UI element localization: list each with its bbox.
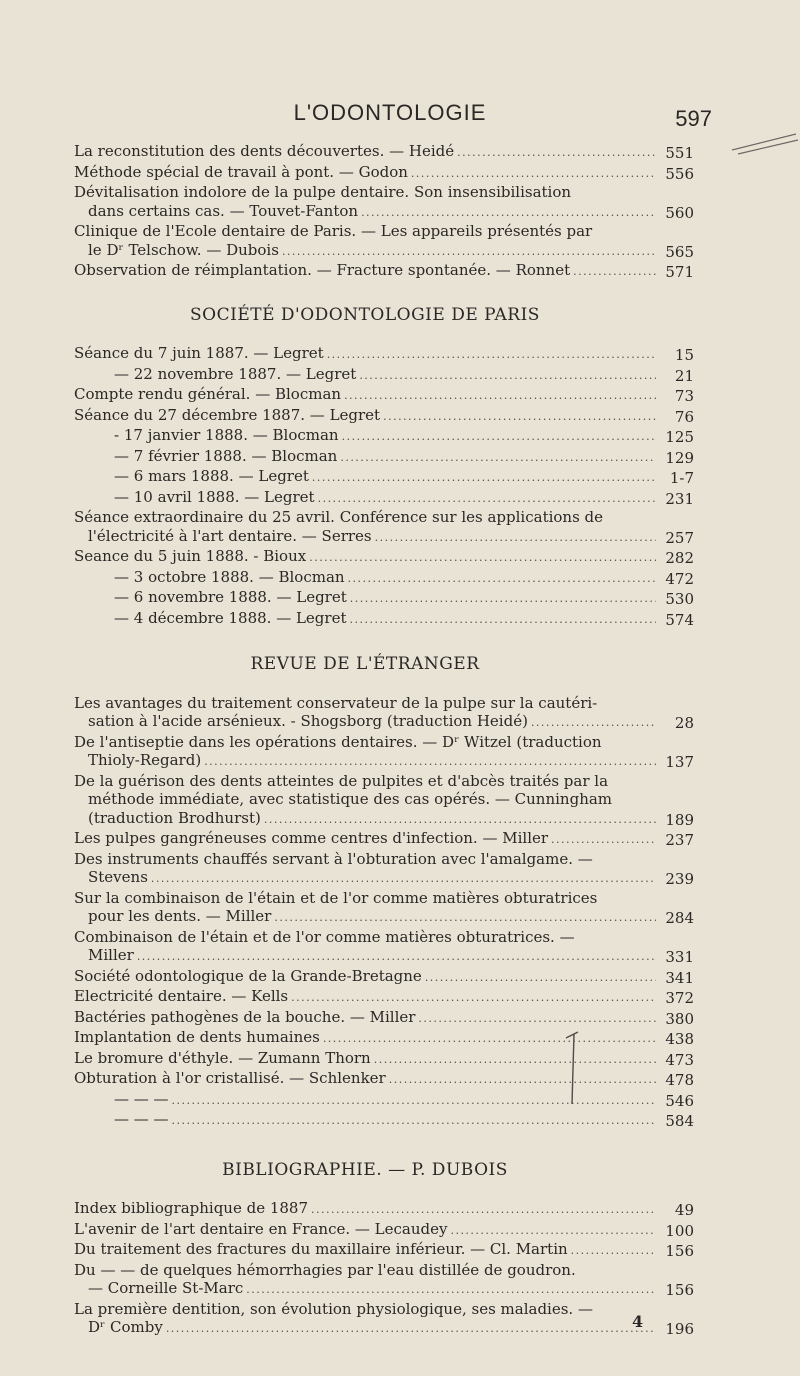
toc-entry-text: Thioly-Regard) bbox=[88, 751, 202, 769]
toc-entry-line bbox=[74, 467, 694, 488]
dot-leader bbox=[551, 829, 656, 850]
toc-entry bbox=[74, 385, 694, 406]
toc-entry-text: (traduction Brodhurst) bbox=[88, 808, 261, 827]
toc-entry-text: — Corneille St-Marc bbox=[88, 1279, 244, 1297]
dot-leader bbox=[350, 588, 656, 609]
biblio-entries-list bbox=[74, 1199, 694, 1339]
toc-entry bbox=[74, 1110, 694, 1131]
toc-page-number: 556 bbox=[665, 164, 694, 183]
dot-leader bbox=[349, 609, 656, 630]
toc-entry-text: Du traitement des fractures du maxillaire inférieur. — Cl. Martin bbox=[74, 1240, 568, 1258]
dot-leader bbox=[573, 261, 656, 282]
toc-entry-text: dans certains cas. — Touvet-Fanton bbox=[88, 201, 359, 220]
toc-entry-line bbox=[74, 1300, 656, 1319]
toc-entry bbox=[74, 888, 694, 928]
dot-leader bbox=[383, 406, 656, 427]
toc-entry-line bbox=[74, 567, 694, 589]
toc-entry bbox=[74, 426, 694, 447]
dot-leader bbox=[389, 1069, 656, 1090]
toc-entry-line bbox=[74, 1199, 694, 1220]
toc-entry bbox=[74, 364, 694, 386]
toc-entry-line bbox=[74, 405, 694, 427]
toc-entry-text: — 7 février 1888. — Blocman bbox=[114, 446, 338, 465]
toc-page-number: 137 bbox=[665, 753, 694, 771]
toc-entry bbox=[74, 1299, 694, 1339]
dot-leader bbox=[374, 1049, 656, 1070]
toc-entry-text: - 17 janvier 1888. — Blocman bbox=[114, 426, 339, 444]
dot-leader bbox=[450, 1220, 656, 1241]
toc-entry-text: Sur la combinaison de l'étain et de l'or comme matières obturatrices bbox=[74, 888, 598, 907]
toc-entry-line bbox=[74, 508, 656, 527]
top-entries-list bbox=[74, 142, 694, 282]
toc-page-number: 380 bbox=[665, 1009, 694, 1028]
toc-page-number: 584 bbox=[665, 1112, 694, 1130]
toc-entry-text: De l'antiseptie dans les opérations dentaires. — Dʳ Witzel (traduction bbox=[74, 732, 602, 751]
toc-entry bbox=[74, 608, 694, 630]
toc-entry-line bbox=[74, 201, 694, 223]
dot-leader bbox=[137, 946, 656, 967]
toc-entry-text: Dévitalisation indolore de la pulpe dentaire. Son insensibilisation bbox=[74, 183, 572, 201]
toc-entry-text: Miller bbox=[88, 946, 134, 964]
toc-page-number: 125 bbox=[665, 428, 694, 446]
toc-entry-line bbox=[74, 364, 694, 386]
section-heading-revue: REVUE DE L'ÉTRANGER bbox=[250, 654, 480, 674]
dot-leader bbox=[204, 751, 656, 772]
toc-entry-line bbox=[74, 1261, 656, 1280]
toc-page-number: 284 bbox=[665, 909, 694, 927]
toc-entry-text: méthode immédiate, avec statistique des cas opérés. — Cunningham bbox=[88, 790, 613, 808]
toc-entry-line bbox=[74, 385, 694, 406]
signature-mark: 4 bbox=[632, 1312, 644, 1331]
dot-leader bbox=[246, 1279, 656, 1300]
toc-page-number: 560 bbox=[665, 203, 694, 222]
toc-page-number: 15 bbox=[674, 346, 694, 364]
toc-entry-line bbox=[74, 966, 694, 988]
toc-entry-line bbox=[74, 142, 694, 163]
toc-entry-text: l'électricité à l'art dentaire. — Serres bbox=[88, 526, 372, 545]
toc-entry-text: Les avantages du traitement conservateur de la pulpe sur la cautéri- bbox=[74, 693, 598, 712]
toc-entry-text: Méthode spécial de travail à pont. — Godon bbox=[74, 162, 408, 181]
toc-page-number: 574 bbox=[665, 610, 694, 629]
dot-leader bbox=[291, 987, 656, 1008]
running-title: L'ODONTOLOGIE bbox=[293, 100, 487, 125]
toc-entry-line bbox=[74, 772, 656, 791]
toc-entry-line bbox=[74, 790, 656, 809]
toc-entry-text: Electricité dentaire. — Kells bbox=[74, 987, 289, 1005]
toc-page-number: 189 bbox=[665, 810, 694, 829]
toc-entry-text: Implantation de dents humaines bbox=[74, 1028, 320, 1046]
toc-entry bbox=[74, 567, 694, 589]
toc-page-number: 530 bbox=[665, 590, 694, 608]
toc-page-number: 565 bbox=[665, 242, 694, 261]
toc-entry bbox=[74, 547, 694, 568]
dot-leader bbox=[318, 488, 656, 509]
toc-entry-line bbox=[74, 946, 694, 967]
toc-page-number: 478 bbox=[665, 1071, 694, 1089]
dot-leader bbox=[166, 1318, 656, 1339]
toc-entry-line bbox=[74, 808, 694, 830]
toc-entry bbox=[74, 927, 694, 967]
toc-entry bbox=[74, 487, 694, 509]
toc-page-number: 551 bbox=[665, 144, 694, 162]
toc-entry bbox=[74, 222, 694, 261]
toc-entry-text: pour les dents. — Miller bbox=[88, 907, 272, 925]
toc-entry bbox=[74, 1007, 694, 1029]
dot-leader bbox=[418, 1008, 656, 1029]
toc-entry-text: — — — bbox=[114, 1110, 169, 1128]
toc-entry-line bbox=[74, 547, 694, 568]
toc-page-number: 100 bbox=[665, 1221, 694, 1240]
dot-leader bbox=[348, 568, 656, 589]
dot-leader bbox=[344, 385, 656, 406]
section-heading-biblio: BIBLIOGRAPHIE. — P. DUBOIS bbox=[222, 1159, 508, 1180]
dot-leader bbox=[425, 967, 656, 988]
toc-page-number: 546 bbox=[665, 1091, 694, 1110]
toc-entry-text: le Dʳ Telschow. — Dubois bbox=[88, 240, 279, 259]
dot-leader bbox=[342, 426, 656, 447]
toc-page-number: 1‑7 bbox=[669, 469, 694, 487]
toc-entry bbox=[74, 261, 694, 282]
toc-entry-text: De la guérison des dents atteintes de pulpites et d'abcès traités par la bbox=[74, 771, 609, 790]
toc-entry bbox=[74, 849, 694, 889]
toc-page-number: 472 bbox=[665, 569, 694, 588]
dot-leader bbox=[323, 1028, 656, 1049]
toc-entry-line bbox=[74, 446, 694, 468]
toc-entry-text: Séance extraordinaire du 25 avril. Conférence sur les applications de bbox=[74, 508, 604, 526]
toc-entry bbox=[74, 446, 694, 468]
toc-entry-text: Séance du 7 juin 1887. — Legret bbox=[74, 344, 324, 362]
dot-leader bbox=[361, 202, 656, 223]
toc-entry-text: — 6 mars 1888. — Legret bbox=[114, 467, 309, 485]
toc-entry-line bbox=[74, 162, 694, 184]
toc-entry-text: Obturation à l'or cristallisé. — Schlenker bbox=[74, 1069, 386, 1087]
toc-entry-line bbox=[74, 240, 694, 262]
toc-page-number: 331 bbox=[665, 948, 694, 966]
toc-page-number: 196 bbox=[665, 1320, 694, 1338]
dot-leader bbox=[531, 712, 656, 733]
toc-page-number: 239 bbox=[665, 870, 694, 888]
dot-leader bbox=[327, 344, 656, 365]
toc-entry-text: — 4 décembre 1888. — Legret bbox=[114, 608, 347, 627]
toc-entry-line bbox=[74, 907, 694, 928]
toc-entry-line bbox=[74, 850, 656, 869]
toc-entry-text: La première dentition, son évolution physiologique, ses maladies. — bbox=[74, 1299, 593, 1318]
pencil-stroke-mark bbox=[730, 132, 800, 162]
toc-entry bbox=[74, 1199, 694, 1220]
toc-entry-text: Les pulpes gangréneuses comme centres d'infection. — Miller bbox=[74, 829, 549, 847]
toc-entry-line bbox=[74, 344, 694, 365]
toc-page-number: 237 bbox=[665, 831, 694, 849]
toc-entry bbox=[74, 966, 694, 988]
dot-leader bbox=[172, 1110, 656, 1131]
toc-entry-text: — 22 novembre 1887. — Legret bbox=[114, 364, 357, 383]
toc-page-number: 49 bbox=[674, 1201, 694, 1219]
toc-entry bbox=[74, 588, 694, 609]
toc-entry-line bbox=[74, 426, 694, 447]
toc-page-number: 231 bbox=[665, 489, 694, 508]
page-number: 597 bbox=[675, 106, 712, 131]
toc-page-number: 438 bbox=[665, 1030, 694, 1048]
toc-entry-line bbox=[74, 526, 694, 548]
table-of-contents bbox=[74, 142, 694, 1339]
toc-entry-line bbox=[74, 1219, 694, 1241]
toc-page-number: 257 bbox=[665, 528, 694, 547]
dot-leader bbox=[375, 527, 656, 548]
toc-entry bbox=[74, 1260, 694, 1300]
toc-entry-text: sation à l'acide arsénieux. - Shogsborg (traduction Heidé) bbox=[88, 712, 528, 730]
toc-entry-text: Des instruments chauffés servant à l'obturation avec l'amalgame. — bbox=[74, 849, 593, 868]
toc-entry bbox=[74, 771, 694, 830]
toc-entry-line bbox=[74, 829, 694, 850]
dot-leader bbox=[571, 1240, 656, 1261]
running-head bbox=[0, 100, 800, 136]
toc-entry-text: — 3 octobre 1888. — Blocman bbox=[114, 567, 345, 586]
toc-entry-line bbox=[74, 1240, 694, 1261]
toc-entry-text: La reconstitution des dents découvertes. — Heidé bbox=[74, 142, 455, 160]
toc-entry bbox=[74, 162, 694, 184]
toc-entry-line bbox=[74, 694, 656, 713]
dot-leader bbox=[411, 163, 656, 184]
toc-entry bbox=[74, 987, 694, 1008]
pencil-bracket-mark bbox=[560, 1028, 590, 1108]
toc-page-number: 282 bbox=[665, 549, 694, 567]
toc-page-number: 21 bbox=[674, 366, 694, 385]
toc-entry-line bbox=[74, 928, 656, 947]
dot-leader bbox=[340, 447, 656, 468]
toc-page-number: 129 bbox=[665, 448, 694, 467]
toc-entry bbox=[74, 1240, 694, 1261]
dot-leader bbox=[312, 467, 656, 488]
toc-page-number: 341 bbox=[665, 968, 694, 987]
toc-entry bbox=[74, 732, 694, 772]
dot-leader bbox=[274, 907, 656, 928]
dot-leader bbox=[282, 241, 656, 262]
toc-entry-line bbox=[74, 608, 694, 630]
toc-page-number: 571 bbox=[665, 263, 694, 281]
toc-entry bbox=[74, 829, 694, 850]
dot-leader bbox=[309, 547, 656, 568]
toc-entry-text: Stevens bbox=[88, 868, 148, 886]
societe-entries-list bbox=[74, 344, 694, 629]
toc-entry-line bbox=[74, 733, 656, 752]
toc-entry-text: Clinique de l'Ecole dentaire de Paris. — Les appareils présentés par bbox=[74, 222, 593, 240]
toc-entry-text: Du — — de quelques hémorrhagies par l'eau distillée de goudron. bbox=[74, 1260, 576, 1279]
toc-entry-text: Séance du 27 décembre 1887. — Legret bbox=[74, 405, 381, 424]
toc-entry-text: Bactéries pathogènes de la bouche. — Miller bbox=[74, 1007, 416, 1026]
toc-entry bbox=[74, 405, 694, 427]
toc-entry-text: Combinaison de l'étain et de l'or comme matières obturatrices. — bbox=[74, 927, 575, 946]
toc-entry bbox=[74, 344, 694, 365]
toc-entry-text: Dʳ Comby bbox=[88, 1318, 163, 1336]
dot-leader bbox=[311, 1199, 656, 1220]
toc-entry-text: — 6 novembre 1888. — Legret bbox=[114, 588, 347, 606]
toc-entry-line bbox=[74, 222, 656, 241]
toc-entry-line bbox=[74, 889, 656, 908]
toc-entry-text: — 10 avril 1888. — Legret bbox=[114, 487, 315, 506]
toc-entry-line bbox=[74, 487, 694, 509]
dot-leader bbox=[264, 809, 656, 830]
toc-entry-text: Observation de réimplantation. — Fracture spontanée. — Ronnet bbox=[74, 261, 571, 279]
toc-entry-line bbox=[74, 712, 694, 733]
toc-entry-text: Société odontologique de la Grande-Bretagne bbox=[74, 966, 422, 985]
toc-entry-line bbox=[74, 868, 694, 889]
toc-entry-text: Seance du 5 juin 1888. - Bioux bbox=[74, 547, 307, 565]
toc-page-number: 372 bbox=[665, 989, 694, 1007]
toc-entry-text: Index bibliographique de 1887 bbox=[74, 1199, 309, 1217]
toc-page-number: 28 bbox=[674, 714, 694, 732]
toc-entry-line bbox=[74, 1110, 694, 1131]
toc-page-number: 156 bbox=[665, 1242, 694, 1260]
toc-entry-line bbox=[74, 588, 694, 609]
toc-entry bbox=[74, 1219, 694, 1241]
toc-entry bbox=[74, 467, 694, 488]
toc-entry bbox=[74, 508, 694, 547]
toc-page-number: 156 bbox=[665, 1281, 694, 1299]
toc-entry-text: Le bromure d'éthyle. — Zumann Thorn bbox=[74, 1048, 371, 1067]
toc-entry-line bbox=[74, 751, 694, 772]
section-heading-societe: SOCIÉTÉ D'ODONTOLOGIE DE PARIS bbox=[190, 304, 540, 325]
dot-leader bbox=[457, 142, 656, 163]
toc-entry-line bbox=[74, 1007, 694, 1029]
toc-entry bbox=[74, 183, 694, 222]
toc-entry-line bbox=[74, 183, 656, 202]
toc-page-number: 76 bbox=[674, 407, 694, 426]
toc-entry-text: L'avenir de l'art dentaire en France. — Lecaudey bbox=[74, 1219, 448, 1238]
toc-entry-text: Compte rendu général. — Blocman bbox=[74, 385, 342, 403]
toc-entry-text: — — — bbox=[114, 1089, 169, 1108]
toc-page-number: 73 bbox=[674, 387, 694, 405]
toc-entry bbox=[74, 142, 694, 163]
toc-page-number: 473 bbox=[665, 1050, 694, 1069]
toc-entry-line bbox=[74, 1279, 694, 1300]
dot-leader bbox=[151, 868, 656, 889]
dot-leader bbox=[359, 365, 656, 386]
toc-entry-line bbox=[74, 261, 694, 282]
toc-entry-line bbox=[74, 1318, 694, 1339]
toc-entry-line bbox=[74, 987, 694, 1008]
toc-entry bbox=[74, 693, 694, 733]
